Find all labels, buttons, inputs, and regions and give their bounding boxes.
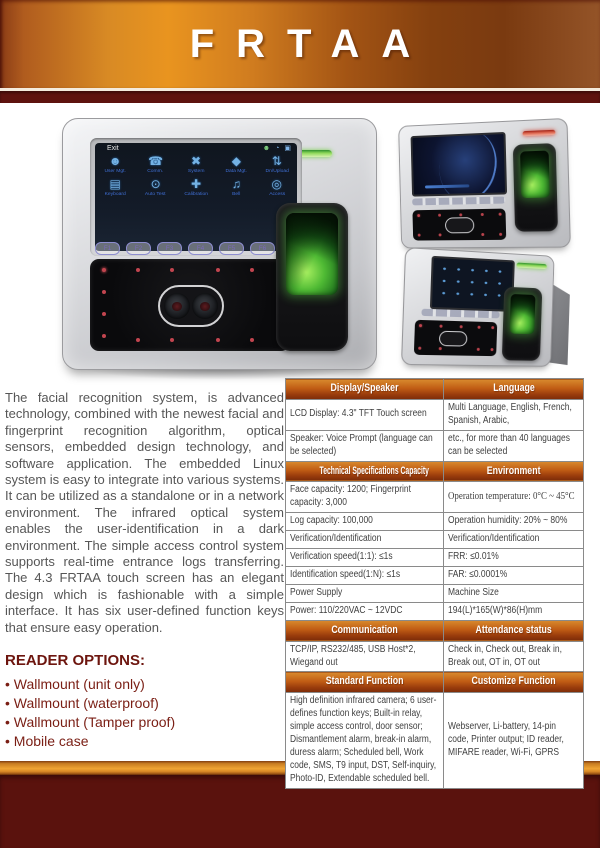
f5-button: F5 <box>219 242 244 255</box>
spec-header-row <box>286 461 584 482</box>
system-icon: ✖ <box>190 154 202 168</box>
menu-icon-calibration <box>176 178 216 197</box>
camera-lens-left <box>164 293 190 319</box>
spec-value: FRR: ≤0.01% <box>448 551 499 563</box>
spec-header-label: Environment <box>486 464 541 477</box>
spec-value: LCD Display: 4.3" TFT Touch screen <box>290 408 427 420</box>
reader-options-section <box>5 652 284 751</box>
menu-icon-comm <box>135 155 175 174</box>
screen-status-icons <box>263 145 291 152</box>
page-title: FRTAA <box>189 21 433 66</box>
spec-cell <box>286 566 444 584</box>
function-key-row <box>95 242 275 255</box>
spec-row <box>286 602 584 620</box>
spec-cell <box>286 531 444 549</box>
menu-icon-bell <box>216 178 256 197</box>
spec-header-cell <box>286 379 444 400</box>
reader-options-heading: READER OPTIONS: <box>5 652 146 669</box>
spec-cell <box>444 641 584 672</box>
spec-row <box>286 549 584 567</box>
reader-option-item: • Wallmount (waterproof) <box>5 694 284 713</box>
device-screen-bezel <box>90 138 302 256</box>
menu-icon-label: Bell <box>232 191 241 197</box>
access-icon: ◎ <box>271 177 283 191</box>
keyboard-icon: ▤ <box>109 177 121 191</box>
spec-cell <box>444 584 584 602</box>
spec-value: Operation humidity: 20% ~ 80% <box>448 515 568 527</box>
reader-option-item: • Mobile case <box>5 732 284 751</box>
spec-cell <box>286 399 444 430</box>
spec-cell <box>286 584 444 602</box>
spec-value: Verification speed(1:1): ≤1s <box>290 551 393 563</box>
spec-header-row <box>286 672 584 693</box>
fingerprint-module <box>502 287 542 361</box>
menu-icon-label: Keyboard <box>104 191 126 197</box>
clock-icon: ◔ <box>275 145 280 152</box>
data-mgt-icon: ◆ <box>231 154 241 168</box>
menu-icon-label: Data Mgt. <box>225 168 248 174</box>
spec-value: Machine Size <box>448 586 499 598</box>
screen-icon-grid <box>95 155 297 197</box>
spec-value: Check in, Check out, Break in, Break out, OT in, OT out <box>448 643 562 668</box>
spec-row <box>286 566 584 584</box>
spec-row <box>286 693 584 788</box>
fingerprint-sensor-window <box>520 150 550 198</box>
product-photo-angle-2 <box>401 247 569 367</box>
f3-button: F3 <box>157 242 182 255</box>
spec-header-label: Customize Function <box>471 675 556 688</box>
spec-row <box>286 482 584 513</box>
f6-button: F6 <box>250 242 275 255</box>
spec-cell <box>286 602 444 620</box>
spec-cell <box>444 531 584 549</box>
menu-icon-label: System <box>187 168 205 174</box>
spec-header-row <box>286 620 584 641</box>
spec-cell <box>444 430 584 461</box>
spec-table <box>285 378 584 789</box>
spec-row <box>286 399 584 430</box>
spec-row <box>286 641 584 672</box>
spec-header-label: Language <box>492 382 535 394</box>
menu-icon-data-mgt <box>216 155 256 174</box>
spec-value: etc., for more than 40 languages can be selected <box>448 432 570 457</box>
spec-value: TCP/IP, RS232/485, USB Host*2, Wiegand out <box>290 643 416 668</box>
fingerprint-module <box>276 203 348 351</box>
screen-top-bar <box>95 143 297 152</box>
spec-value: Power Supply <box>290 586 343 598</box>
intro-paragraph: The facial recognition system, is advanced technology, combined with the newest facial and fingerprint recognition algorithm, optical sensors, embedded design technology, and software application. The embedded Linux system is easy to integrate into various systems. It can be utilized as a standalone or in a network environment. The infrared optical system enables the user-identification in a dark environment. The simple access control system supports real-time entrance logs transferring. The 4.3 FRTAA touch screen has an elegant design which is fashionable with a simple interface. It has six user-defined function keys that ensure easy operation. <box>5 390 284 635</box>
device-screen-menu <box>430 256 515 312</box>
dual-camera-module-small <box>439 331 468 347</box>
spec-row <box>286 513 584 531</box>
product-photo-main <box>62 118 377 370</box>
menu-icon-label: Auto Test <box>145 191 166 197</box>
spec-header-label: Attendance status <box>475 623 552 636</box>
fingerprint-module <box>513 143 558 232</box>
fingerprint-sensor-window <box>286 213 338 295</box>
reader-option-item: • Wallmount (unit only) <box>5 675 284 694</box>
menu-icon-label: Dn/Upload <box>265 168 289 174</box>
spec-value: Operation temperature: 0°C ~ 45°C <box>448 490 575 502</box>
spec-cell <box>286 430 444 461</box>
spec-header-row <box>286 379 584 400</box>
spec-header-cell <box>444 379 584 400</box>
reader-option-item: • Wallmount (Tamper proof) <box>5 713 284 732</box>
device-screen <box>95 143 297 251</box>
monitor-icon: ▣ <box>284 145 291 152</box>
spec-value: Multi Language, English, French, Spanish, Arabic, <box>448 401 572 426</box>
spec-cell <box>444 693 584 788</box>
spec-value: High definition infrared camera; 6 user-defines function keys; Built-in relay, simple access control, door sensor; Dismantlement alarm, break-in alarm, duress alarm; Scheduled bell, Work code, SMS, T9 input, DST, Self-inquiry, Photo-ID, Extendable scheduled bell. <box>290 695 437 784</box>
ir-led-dots <box>419 324 422 327</box>
menu-icon-keyboard <box>95 178 135 197</box>
spec-cell <box>444 602 584 620</box>
menu-icon-label: Comm. <box>147 168 164 174</box>
spec-value: Power: 110/220VAC ~ 12VDC <box>290 604 403 616</box>
exit-label: Exit <box>107 145 119 152</box>
spec-cell <box>286 549 444 567</box>
spec-row <box>286 584 584 602</box>
spec-header-label: Technical Specifications Capacity <box>319 464 429 477</box>
menu-icon-label: User Mgt. <box>104 168 126 174</box>
menu-icon-system <box>176 155 216 174</box>
menu-icon-access <box>257 178 297 197</box>
spec-value: 194(L)*165(W)*86(H)mm <box>448 604 543 616</box>
ir-led-dots <box>102 268 106 272</box>
infrared-led-panel-small <box>412 209 506 241</box>
spec-cell <box>286 513 444 531</box>
f4-button: F4 <box>188 242 213 255</box>
screen-menu-icons-graphic <box>436 262 509 305</box>
infrared-led-panel <box>90 259 290 351</box>
user-mgt-icon: ☻ <box>108 154 122 168</box>
spec-cell <box>444 399 584 430</box>
spec-value: Face capacity: 1200; Fingerprint capacity: 3,000 <box>290 484 412 509</box>
f2-button: F2 <box>126 242 151 255</box>
spec-row <box>286 531 584 549</box>
spec-header-cell <box>286 620 444 641</box>
spec-header-cell <box>444 620 584 641</box>
bell-icon: ♫ <box>231 177 241 191</box>
spec-value: Log capacity: 100,000 <box>290 515 373 527</box>
device-screen-face <box>411 132 508 197</box>
menu-icon-user-mgt <box>95 155 135 174</box>
spec-row <box>286 430 584 461</box>
comm-icon: ☎ <box>148 154 164 168</box>
spec-cell <box>444 549 584 567</box>
menu-icon-label: Calibration <box>184 191 208 197</box>
spec-cell <box>286 641 444 672</box>
product-photo-angle-1 <box>398 118 571 249</box>
camera-lens-right <box>192 293 218 319</box>
spec-value: Speaker: Voice Prompt (language can be selected) <box>290 432 433 457</box>
user-status-icon: ☻ <box>262 145 271 152</box>
spec-value: Verification/Identification <box>290 533 382 545</box>
spec-header-cell <box>286 672 444 693</box>
spec-cell <box>286 693 444 788</box>
fingerprint-sensor-window <box>509 294 535 334</box>
spec-cell <box>444 566 584 584</box>
reader-options-list <box>5 675 284 751</box>
spec-header-cell <box>286 461 444 482</box>
spec-value: Identification speed(1:N): ≤1s <box>290 568 401 580</box>
header-maroon-band <box>0 91 600 103</box>
spec-header-label: Communication <box>331 623 398 636</box>
infrared-led-panel-small <box>414 320 497 356</box>
menu-icon-dnupload <box>257 155 297 174</box>
header-banner <box>0 0 600 88</box>
spec-cell <box>444 482 584 513</box>
f1-button: F1 <box>95 242 120 255</box>
ir-led-dots <box>417 214 420 217</box>
menu-icon-auto-test <box>135 178 175 197</box>
spec-header-label: Standard Function <box>325 675 404 688</box>
spec-header-label: Display/Speaker <box>330 382 399 394</box>
dn-upload-icon: ⇅ <box>271 154 282 168</box>
calibration-icon: ✚ <box>190 177 202 191</box>
spec-value: FAR: ≤0.0001% <box>448 568 508 580</box>
auto-test-icon: ⊙ <box>150 177 161 191</box>
spec-value: Webserver, Li-battery, 14-pin code, Printer output; ID reader, MIFARE reader, Wi-Fi, GPRS <box>448 721 564 758</box>
spec-cell <box>286 482 444 513</box>
spec-value: Verification/Identification <box>448 533 540 545</box>
spec-header-cell <box>444 461 584 482</box>
spec-header-cell <box>444 672 584 693</box>
dual-camera-module <box>158 285 224 327</box>
dual-camera-module-small <box>445 217 474 233</box>
spec-cell <box>444 513 584 531</box>
menu-icon-label: Access <box>268 191 285 197</box>
